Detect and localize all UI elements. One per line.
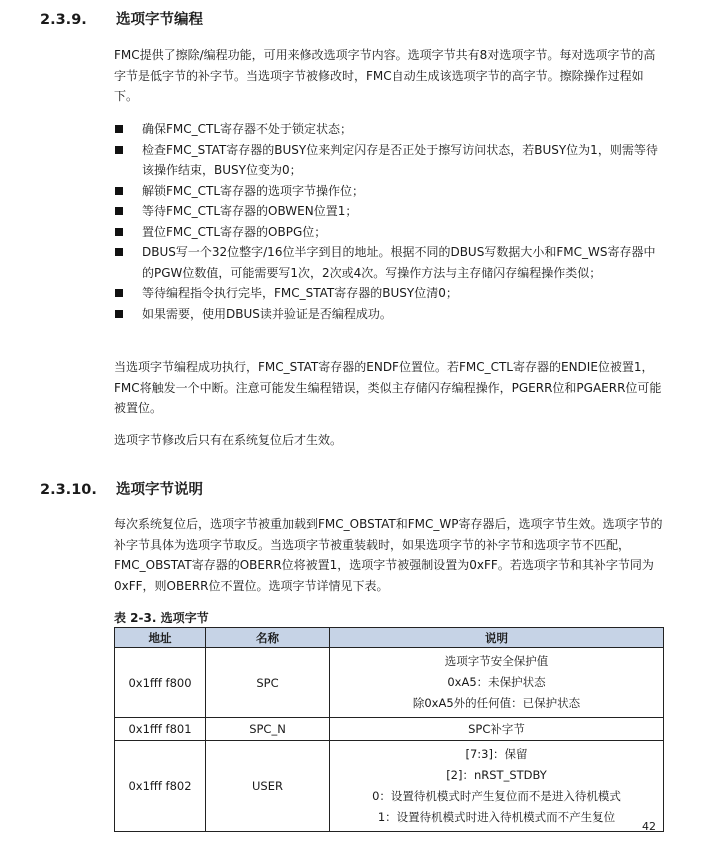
description-line: 0xA5：未保护状态	[447, 675, 546, 689]
description-line: 0：设置待机模式时产生复位而不是进入待机模式	[372, 789, 621, 803]
table-caption: 表 2-3. 选项字节	[114, 611, 209, 625]
section-title: 选项字节说明	[116, 482, 203, 498]
description-line: 除0xA5外的任何值：已保护状态	[412, 696, 581, 710]
table-row	[115, 718, 664, 741]
description-line: [2]：nRST_STDBY	[446, 768, 547, 782]
table-row	[115, 648, 664, 718]
note-paragraph: 选项字节修改后只有在系统复位后才生效。	[114, 433, 343, 447]
cell-name: SPC_N	[206, 718, 330, 741]
section-heading-2-3-10	[40, 478, 203, 499]
header-name: 名称	[206, 628, 330, 648]
cell-description	[330, 648, 664, 718]
list-item: 解锁FMC_CTL寄存器的选项字节操作位；	[114, 181, 666, 202]
option-bytes-table	[114, 627, 664, 832]
procedure-list	[114, 119, 666, 324]
cell-name: USER	[206, 741, 330, 832]
list-item: DBUS写一个32位整字/16位半字到目的地址。根据不同的DBUS写数据大小和FMC_WS寄存器中的PGW位数值，可能需要写1次，2次或4次。写操作方法与主存储闪存编程操作类似；	[114, 242, 666, 283]
section-heading-2-3-9	[40, 8, 203, 29]
table-row	[115, 741, 664, 832]
list-item: 确保FMC_CTL寄存器不处于锁定状态；	[114, 119, 666, 140]
section-number: 2.3.9.	[40, 12, 87, 28]
description-line: [7:3]：保留	[465, 747, 528, 761]
list-item: 等待编程指令执行完毕，FMC_STAT寄存器的BUSY位清0；	[114, 283, 666, 304]
page-number: 42	[642, 820, 656, 833]
cell-address: 0x1fff f800	[115, 648, 206, 718]
list-item: 等待FMC_CTL寄存器的OBWEN位置1；	[114, 201, 666, 222]
header-address: 地址	[115, 628, 206, 648]
list-item: 检查FMC_STAT寄存器的BUSY位来判定闪存是否正处于擦写访问状态，若BUSY位为1，则需等待该操作结束，BUSY位变为0；	[114, 140, 666, 181]
intro-paragraph: FMC提供了擦除/编程功能，可用来修改选项字节内容。选项字节共有8对选项字节。每对选项字节的高字节是低字节的补字节。当选项字节被修改时，FMC自动生成该选项字节的高字节。擦除操作过程如下。	[114, 48, 656, 103]
section-title: 选项字节编程	[116, 12, 203, 28]
description-line: 选项字节安全保护值	[444, 654, 549, 668]
list-item: 置位FMC_CTL寄存器的OBPG位；	[114, 222, 666, 243]
header-description: 说明	[330, 628, 664, 648]
list-item: 如果需要，使用DBUS读并验证是否编程成功。	[114, 304, 666, 325]
cell-description	[330, 741, 664, 832]
cell-address: 0x1fff f801	[115, 718, 206, 741]
result-paragraph: 当选项字节编程成功执行，FMC_STAT寄存器的ENDF位置位。若FMC_CTL寄存器的ENDIE位被置1，FMC将触发一个中断。注意可能发生编程错误，类似主存储闪存编程操作，PGERR位和PGAERR位可能被置位。	[114, 360, 662, 415]
cell-address: 0x1fff f802	[115, 741, 206, 832]
table-header-row	[115, 628, 664, 648]
cell-name: SPC	[206, 648, 330, 718]
section-number: 2.3.10.	[40, 482, 97, 498]
description-paragraph: 每次系统复位后，选项字节被重加载到FMC_OBSTAT和FMC_WP寄存器后，选项字节生效。选项字节的补字节具体为选项字节取反。当选项字节被重装载时，如果选项字节的补字节和选项字节不匹配，FMC_OBSTAT寄存器的OBERR位将被置1，选项字节被强制设置为0xFF。若选项字节和其补字节同为0xFF，则OBERR位不置位。选项字节详情见下表。	[114, 517, 663, 593]
cell-description: SPC补字节	[330, 718, 664, 741]
description-line: 1：设置待机模式时进入待机模式而不产生复位	[377, 810, 616, 824]
